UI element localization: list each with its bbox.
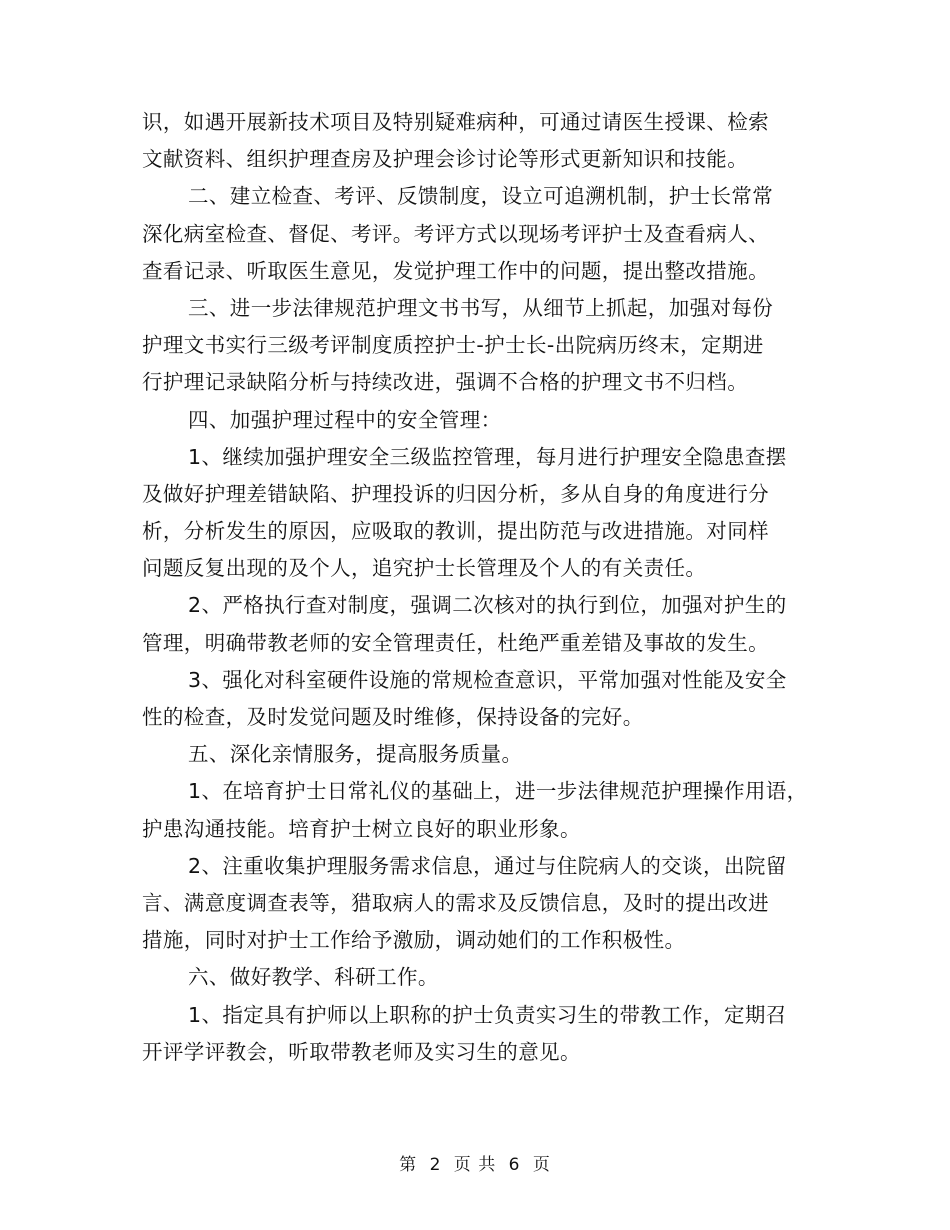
- text-line: 2、严格执行查对制度，强调二次核对的执行到位，加强对护生的: [188, 593, 787, 618]
- text-line: 管理，明确带教老师的安全管理责任，杜绝严重差错及事故的发生。: [142, 630, 769, 655]
- text-line: 查看记录、听取医生意见，发觉护理工作中的问题，提出整改措施。: [142, 258, 769, 283]
- text-line: 1、指定具有护师以上职称的护士负责实习生的带教工作，定期召: [188, 1002, 787, 1027]
- text-line: 护理文书实行三级考评制度质控护士-护士长-出院病历终末，定期进: [142, 333, 764, 358]
- text-line: 二、建立检查、考评、反馈制度，设立可追溯机制，护士长常常: [188, 184, 774, 209]
- text-line: 问题反复出现的及个人，追究护士长管理及个人的有关责任。: [142, 556, 707, 581]
- footer-suffix: 页: [532, 1155, 551, 1175]
- text-line: 言、满意度调查表等，猎取病人的需求及反馈信息，及时的提出改进: [142, 890, 769, 915]
- footer-total-pages: 6: [508, 1155, 521, 1175]
- footer-middle: 页 共: [453, 1155, 497, 1175]
- footer-prefix: 第: [399, 1155, 418, 1175]
- text-line: 1、在培育护士日常礼仪的基础上，进一步法律规范护理操作用语，: [188, 779, 808, 804]
- text-line: 1、继续加强护理安全三级监控管理，每月进行护理安全隐患查摆: [188, 444, 787, 469]
- text-line: 行护理记录缺陷分析与持续改进，强调不合格的护理文书不归档。: [142, 370, 749, 395]
- text-line: 及做好护理差错缺陷、护理投诉的归因分析，多从自身的角度进行分: [142, 481, 769, 506]
- footer-page-number: 2: [429, 1155, 442, 1175]
- text-line: 措施，同时对护士工作给予激励，调动她们的工作积极性。: [142, 928, 686, 953]
- document-body: [142, 104, 808, 1071]
- text-line: 2、注重收集护理服务需求信息，通过与住院病人的交谈，出院留: [188, 853, 787, 878]
- text-line: 文献资料、组织护理查房及护理会诊讨论等形式更新知识和技能。: [142, 147, 749, 172]
- text-line: 护患沟通技能。培育护士树立良好的职业形象。: [142, 816, 581, 841]
- text-line: 析，分析发生的原因，应吸取的教训，提出防范与改进措施。对同样: [142, 519, 769, 544]
- text-line: 五、深化亲情服务，提高服务质量。: [188, 742, 523, 767]
- page-footer: [0, 1150, 950, 1175]
- text-line: 四、加强护理过程中的安全管理：: [188, 407, 502, 432]
- text-line: 六、做好教学、科研工作。: [188, 965, 439, 990]
- text-line: 3、强化对科室硬件设施的常规检查意识，平常加强对性能及安全: [188, 667, 787, 692]
- text-line: 深化病室检查、督促、考评。考评方式以现场考评护士及查看病人、: [142, 221, 769, 246]
- text-line: 开评学评教会，听取带教老师及实习生的意见。: [142, 1039, 581, 1064]
- text-line: 性的检查，及时发觉问题及时维修，保持设备的完好。: [142, 705, 644, 729]
- text-line: 三、进一步法律规范护理文书书写，从细节上抓起，加强对每份: [188, 295, 774, 320]
- text-line: 识，如遇开展新技术项目及特别疑难病种，可通过请医生授课、检索: [142, 110, 769, 134]
